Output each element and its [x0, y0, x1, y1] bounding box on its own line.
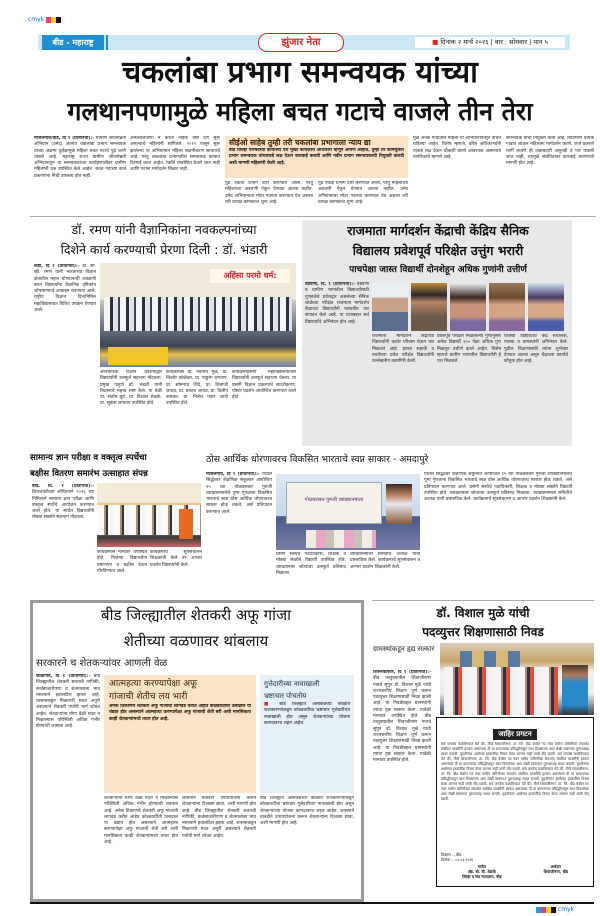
- date-line: [415, 37, 565, 48]
- lead-col-3b: पुढे एकदा प्रभाग दौरा करण्यात आला, परंतु महिलांच्या अडचणी ऐकून घेण्यात आल्या नाहीत. उमेद अभियानाचा मोठा गवगवा करण्यात येत असला तरी प्रत्यक्ष कामकाज शून्य आहे.: [318, 181, 408, 205]
- quiz-photo: [97, 483, 201, 547]
- lead-callout-box: [225, 136, 408, 178]
- dateline: माजलगाव, दि १ (प्रतिनिधी):-: [206, 472, 260, 477]
- science-col-1: [34, 264, 96, 444]
- amdapure-col-3: व्याख्यानमाला समितीचे अध्यक्ष यांनी प्रास्ताविक केले. कार्यक्रमाचे सूत्रसंचालन व आभार प्रदर्शन शिक्षकांनी केले.: [350, 552, 420, 570]
- opium-headline-1: बीड जिल्ह्यातील शेतकरी अफू गांजा: [101, 606, 291, 624]
- box1-title-2: गांजाची शेतीच लय भारी: [109, 692, 188, 702]
- banner-text: अहिंसा परमो धर्म:: [210, 269, 290, 283]
- rangoli: [108, 347, 168, 365]
- sainik-col-1: [305, 282, 369, 442]
- amdapure-headline: ठोस आर्थिक धोरणावरच विकसित भारताचे स्वप्न साकार - अमदापुरे: [206, 454, 429, 465]
- dateline: कडा, दि १ (प्रतिनिधी):-: [34, 264, 80, 269]
- notice-text: सर्व जनतेस कळविण्यात येते की, मौजे शिवाजीनगर, ता. जि. बीड येथील गट नंबर मधील जमिनीच्या संदर्भात संबंधित व्यक्तींनी हरकत असल्यास ती या प्रगटनाच्या प्रसिद्धीपासून सात दिवसांच्या आत लेखी स्वरूपात पुराव्यासह सादर करावी. मुदतीनंतर आलेल्या हरकतींचा विचार केला जाणार नाही याची नोंद घ्यावी.: [441, 767, 589, 786]
- lead-col-5: समन्वयक यांची नियुक्ती केली आहे, त्याप्रमाणे प्रत्येक गावात जाऊन महिलांना मार्गदर्शन करणे, कर्ज प्रकरणे मार्गी लावणे ही जबाबदारी असूनही ते पार पाडली जात नाही, त्यामुळे संबंधितांवर कारवाई करण्याची मागणी होत आहे.: [506, 136, 594, 167]
- article-text: डॉ. सी. व्ही. रमण यांनी भारताच्या विज्ञान क्षेत्रातील महान योगदानाची उजळणी करत विद्यार्थ्यांना वैज्ञानिक दृष्टिकोन जोपासण्याचे आवाहन करण्यात आले. राष्ट्रीय विज्ञान दिनानिमित्त महाविद्यालयात विविध उपक्रम घेण्यात आले.: [34, 264, 96, 314]
- notice-title: जाहिर प्रगटन: [493, 729, 536, 740]
- color-swatch: [551, 907, 556, 913]
- sainik-subhead: पाचपेक्षा जास्त विद्यार्थी दोनशेहून अधिक गुणांनी उत्तीर्ण: [349, 265, 527, 275]
- lead-headline-1: चकलांबा प्रभाग समन्वयक यांच्या: [122, 55, 478, 90]
- notice-text: सर्व जनतेस कळविण्यात येते की, मौजे शिवाजीनगर, ता. जि. बीड येथील गट नंबर मधील जमिनीच्या संदर्भात संबंधित व्यक्तींनी हरकत असल्यास ती या प्रगटनाच्या प्रसिद्धीपासून सात दिवसांच्या आत लेखी स्वरूपात पुराव्यासह सादर करावी. मुदतीनंतर आलेल्या हरकतींचा विचार केला जाणार नाही याची नोंद घ्यावी.: [441, 752, 589, 771]
- article-text: शासनाने तातडीने उपाययोजना करून शेतकऱ्यांना दिलासा द्यावा, अशी मागणी होत आहे.: [260, 808, 354, 827]
- public-notice: [436, 717, 594, 887]
- newspaper-logo: झुंजार नेता: [258, 33, 344, 52]
- dateline: बीड, दि. १ (प्रतिनिधी):-: [32, 484, 94, 489]
- sainik-col-4: यशस्वी विद्यार्थ्यांचे केंद्र संचालक, पालक व ग्रामस्थांनी अभिनंदन केले. पुढील शिक्षणासाठी त्यांना शुभेच्छा देण्यात आल्या असून केंद्राच्या कार्याचे कौतुक होत आहे.: [504, 334, 568, 365]
- amdapure-col-2: प्रसंगी संस्थेचे पदाधिकारी, शिक्षक व मोठ्या संख्येने विद्यार्थी उपस्थित होते. व्याख्यानास श्रोत्यांचा उत्स्फूर्त प्रतिसाद मिळाला.: [276, 552, 346, 576]
- divider: [30, 216, 596, 217]
- article-text: शेतकऱ्यांना योग्य वेळी मदत न मिळाल्यास परिस्थिती अधिक गंभीर होण्याची शक्यता आहे.: [36, 711, 100, 730]
- bullet-icon: ■: [432, 38, 441, 46]
- sainik-headline-2: विद्यालय प्रवेशपूर्व परिक्षेत उत्तुंग भरारी: [352, 243, 524, 258]
- box2-title-2: भ्रष्टाचार पोचतोय: [264, 692, 307, 700]
- amdapure-col-4: [424, 472, 572, 594]
- sainik-col-3: प्रवेशपूर्व परीक्षेत मिळालेल्या गुणांनुसार अनेक विद्यार्थी २०० पेक्षा अधिक गुण मिळवून उत्तीर्ण झाले आहेत. विशेष म्हणजे ग्रामीण भागातील विद्यार्थ्यांनी हे यश मिळवले.: [437, 334, 501, 365]
- notice-title-wrap: [441, 721, 589, 740]
- science-col-2: औपचारिक विज्ञान प्रदर्शनाद्वारे विद्यार्थ्यांनी उत्स्फूर्त सहभाग नोंदवला. प्रमुख पाहुणे डॉ. भंडारी यांनी विज्ञानाचे महत्त्व स्पष्ट केले. या वेळी प्रा. संतोष कुटे, प्रा. विशाल शेळके, प्रा. सुहास जगताप उपस्थित होते.: [100, 370, 162, 407]
- sainik-col-2: राजमाता मार्गदर्शन केंद्राच्या विद्यार्थ्यांनी कठोर परिश्रम घेऊन यश मिळवले आहे. इयत्ता सहावी व नववीच्या प्रवेश परीक्षेत विद्यार्थ्यांनी उल्लेखनीय कामगिरी केली.: [372, 334, 434, 365]
- vishal-headline-1: डॉ. विशाल मुळे यांची: [436, 606, 530, 620]
- event-banner: [286, 482, 382, 524]
- article-text: बीड तालुक्यातील शिवाजीनगर गावचे सुपुत्र डॉ. विशाल मुळे यांची राज्यस्तरीय शिक्षण पूर्ण करून पदव्युत्तर शिक्षणासाठी निवड झाली आहे. या निवडीबद्दल ग्रामस्थांनी त्यांचा हृद्य सत्कार केला. यावेळी मान्यवर उपस्थित होते.: [373, 676, 431, 720]
- article-text: प्रसंगी संस्थेचे पदाधिकारी, शिक्षक व मोठ्या संख्येने विद्यार्थी उपस्थित होते. व्याख्यानास श्रोत्यांचा उत्स्फूर्त प्रतिसाद मिळाला.: [424, 484, 572, 496]
- lead-col-2: अंमलबजावणी न करता नाहक त्रास देणे सुरू असल्याचे महिलांनी सांगितले. २०१२ पासून सुरू झालेल्या या अभियानात महिला सक्षमीकरण साधायचे आहे, परंतु चकलांबा प्रभागातील समन्वयक कामात दिरंगाई करत आहेत. रेकॉर्ड व्यवस्थित ठेवले जात नाही आणि गटांना मार्गदर्शन मिळत नाही.: [130, 136, 220, 173]
- dignitaries: [306, 530, 376, 548]
- science-headline-2: दिशेने कार्य करण्याची प्रेरणा दिली : डॉ. भंडारी: [60, 242, 268, 257]
- signature-left: मार्फत ॲड. बी. बी. शेळके जिल्हा व सत्र न्यायालय, बीड: [462, 864, 502, 879]
- article-text: बीड जिल्ह्यात अलीकडच्या काळात राजकारण्यांकडून कोट्यवधींचा भ्रष्टाचार गुत्तेदारीच्या नावाखाली होत असून शेतकऱ्यांच्या योजना कागदावरच राहत आहेत.: [260, 796, 354, 814]
- notice-text: सर्व जनतेस कळविण्यात येते की, मौजे शिवाजीनगर, ता. जि. बीड येथील गट नंबर मधील जमिनीच्या संदर्भात संबंधित व्यक्तींनी हरकत असल्यास ती या प्रगटनाच्या प्रसिद्धीपासून सात दिवसांच्या आत लेखी स्वरूपात पुराव्यासह सादर करावी. मुदतीनंतर आलेल्या हरकतींचा विचार केला जाणार नाही याची नोंद घ्यावी.: [441, 742, 589, 756]
- amdapure-col-1: [206, 472, 272, 594]
- quiz-headline-2: बक्षीस वितरण समारंभ उत्साहात संपन्न: [30, 469, 148, 479]
- box2-title-1: गुत्तेदारीच्या नावाखाली: [264, 680, 320, 688]
- science-photo: [100, 263, 296, 367]
- amdapure-photo: [276, 474, 420, 550]
- student-photo: [411, 283, 447, 331]
- group-of-people: [104, 297, 292, 331]
- section-divider: [106, 35, 108, 50]
- box1-text: अनेक ठिकाणचे शेतकरी अफू गांजाची लागवड करीत आहेत कोट्यवधींची उलाढाल या धंद्यात होत असल्याने आत्महत्या करण्यापेक्षा अफू गांजाची शेती बरी अशी मानसिकता काही शेतकऱ्यांमध्ये तयार होत आहे.: [109, 704, 251, 722]
- signature-right: अर्जदार शिवाजीनगर, बीड: [543, 864, 568, 874]
- opium-sidebar-box-1: [104, 675, 256, 793]
- cmyk-marker: [28, 16, 61, 23]
- box2-text: [264, 702, 350, 788]
- vishal-col-1: [373, 670, 431, 888]
- group-of-people: [444, 667, 558, 715]
- lead-col-4: मुळे अनेक गावांतील महिला या अभियानापासून वंचित राहिल्या आहेत. विशेष म्हणजे, वरिष्ठ अधिकाऱ्यांनी याकडे लक्ष देऊन चौकशी करणे आवश्यक असल्याचे नागरिकांचे म्हणणे आहे.: [413, 136, 501, 160]
- vishal-subhead: ग्रामस्थांकडून हृद्य सत्कार: [373, 645, 435, 653]
- notice-signatures: [441, 864, 589, 879]
- lead-headline-2: गलथानपणामुळे महिला बचत गटाचे वाजले तीन तेरा: [67, 97, 533, 126]
- callout-text: बीड जिल्हा परिषदेच्या कार्यालय येथे मुख्य कार्यकारी अधिकारी म्हणून आपण आहात, तुम्ही तर कामचुकार प्रभाग समन्वयक यांच्याकडे लक्ष देऊन कारवाई करावी आणि नवीन प्रभाग समन्वयकाची नियुक्ती करावी अशी मागणी महिलांनी केली आहे.: [229, 148, 404, 166]
- article-text: बीड जिल्ह्यातील शेतकरी सततची नापिकी, कर्जबाजारीपणा व शेतमालाला भाव नसल्याने हवालदिल झाला आहे. शासनाकडून मिळणारी मदत अपुरी असल्याने शेतकरी पर्यायी मार्ग शोधत आहेत.: [36, 674, 100, 717]
- student-photo: [489, 283, 525, 331]
- notice-place: ठिकाण :- बीड: [441, 852, 462, 857]
- article-text: येथील सिद्धेश्वर शैक्षणिक संकुलात आयोजित १५ व्या गोळवलकर गुरुजी व्याख्यानमालेचे पुष्प गुंफताना विकसित भारताचे स्वप्न ठोस आर्थिक धोरणावरच साकार होऊ शकते, असे प्रतिपादन करण्यात आले.: [424, 472, 572, 490]
- article-text: बीड जिल्ह्यात अलीकडच्या काळात राजकारण्यांकडून कोट्यवधींचा भ्रष्टाचार गुत्तेदारीच्या नावाखाली होत असून शेतकऱ्यांच्या योजना कागदावरच राहत आहेत.: [264, 702, 350, 726]
- quiz-col-2: कार्यक्रमास मान्यवर उपस्थित होते. विजेत्या विद्यार्थ्यांना प्रमाणपत्र व बक्षीस देऊन गौरविण्यात आले.: [97, 550, 147, 574]
- opium-col-3: [182, 796, 256, 890]
- speaker: [386, 484, 412, 524]
- student-photo: [450, 283, 486, 331]
- cmyk-label: cmyk: [557, 906, 575, 913]
- dateline: माजलगाव/बीड, दि १ (प्रतिनिधी):-: [34, 136, 95, 141]
- article-text: बीड जिल्ह्यातील शेतकरी सततची नापिकी, कर्जबाजारीपणा व शेतमालाला भाव नसल्याने हवालदिल झाला आहे. शासनाकडून मिळणारी मदत अपुरी असल्याने शेतकरी पर्यायी मार्ग शोधत आहेत.: [182, 808, 256, 839]
- bottom-rule: [30, 902, 594, 904]
- dateline: शिरूरकासार, दि १ (प्रतिनिधी):-: [373, 670, 431, 675]
- bullet-icon: ■: [264, 702, 280, 707]
- opium-col-1: [36, 674, 100, 889]
- notice-text: सर्व जनतेस कळविण्यात येते की, मौजे शिवाजीनगर, ता. जि. बीड येथील गट नंबर मधील जमिनीच्या संदर्भात संबंधित व्यक्तींनी हरकत असल्यास ती या प्रगटनाच्या प्रसिद्धीपासून सात दिवसांच्या आत लेखी स्वरूपात पुराव्यासह सादर करावी. मुदतीनंतर आलेल्या हरकतींचा विचार केला जाणार नाही याची नोंद घ्यावी.: [441, 782, 589, 801]
- article-text: शासनाने तातडीने उपाययोजना करून शेतकऱ्यांना दिलासा द्यावा, अशी मागणी होत आहे.: [182, 796, 256, 814]
- callout-title: सीईओ साहेब तुम्ही तरी चकलांबा प्रभागाला न्याय द्या: [229, 138, 371, 147]
- date-text: दिनांक २ मार्च २०२६ | वार : सोमवार | पान ५: [440, 38, 548, 46]
- dateline: कोळगाव, दि १ (प्रतिनिधी):-: [36, 674, 91, 679]
- lead-col-1: [34, 136, 126, 211]
- section-label: बीड - महाराष्ट्र: [42, 35, 104, 50]
- felicitation-photo: [440, 643, 594, 715]
- article-text: व्याख्यानमाला समितीचे अध्यक्ष यांनी प्रास्ताविक केले. कार्यक्रमाचे सूत्रसंचालन व आभार प्रदर्शन शिक्षकांनी केले.: [424, 490, 572, 503]
- box1-title-1: आत्महत्या करण्यापेक्षा अफू: [109, 679, 197, 689]
- cmyk-label: cmyk: [28, 16, 45, 23]
- student-photo: [372, 283, 408, 331]
- saffron-scarf: [179, 509, 193, 539]
- color-swatch: [56, 17, 61, 23]
- lead-col-3a: पुढे एकदा प्रभाग दौरा करण्यात आला, परंतु महिलांच्या अडचणी ऐकून घेण्यात आल्या नाहीत. उमेद अभियानाचा मोठा गवगवा करण्यात येत असला तरी प्रत्यक्ष कामकाज शून्य आहे.: [225, 181, 313, 205]
- cmyk-marker-bottom: [536, 906, 574, 913]
- article-text: अनेक ठिकाणचे शेतकरी अफू गांजाची लागवड करीत आहेत कोट्यवधींची उलाढाल या धंद्यात होत असल्याने आत्महत्या करण्यापेक्षा अफू गांजाची शेती बरी अशी मानसिकता काही शेतकऱ्यांमध्ये तयार होत आहे.: [104, 808, 178, 846]
- opium-sidebar-box-2: [260, 675, 354, 793]
- article-text: शेतकऱ्यांना योग्य वेळी मदत न मिळाल्यास परिस्थिती अधिक गंभीर होण्याची शक्यता आहे.: [104, 796, 178, 814]
- notice-date: दिनांक :- ०२.०३.२०२६: [441, 857, 474, 862]
- opium-col-2: [104, 796, 178, 890]
- article-text: शिवजयंतीच्या औचित्याने २०२६ च्या निमित्ताने सामान्य ज्ञान परीक्षा आणि वक्तृत्व स्पर्धेचे आयोजन करण्यात आले होते. या स्पर्धेत विद्यार्थ्यांनी मोठ्या संख्येने सहभाग नोंदवला.: [32, 490, 94, 521]
- article-text: वडवणी व ग्रामीण भागातील विद्यार्थ्यांसाठी गुणवत्तेचे प्रवेशद्वार असलेल्या सैनिक शाळेच्या परीक्षेत राजमाता मार्गदर्शन केंद्राच्या विद्यार्थ्यांनी घवघवीत यश संपादन केले आहे. या यशाबद्दल सर्व विद्यार्थ्यांचे अभिनंदन होत आहे.: [305, 282, 369, 325]
- article-text: येथील सिद्धेश्वर शैक्षणिक संकुलात आयोजित १५ व्या गोळवलकर गुरुजी व्याख्यानमालेचे पुष्प गुंफताना विकसित भारताचे स्वप्न ठोस आर्थिक धोरणावरच साकार होऊ शकते, असे प्रतिपादन करण्यात आले.: [206, 472, 272, 515]
- quiz-col-3: कार्यक्रमाचे सूत्रसंचालन शिक्षकांनी केले तर आभार प्रदर्शन विद्यार्थ्यांनी केले.: [150, 550, 202, 568]
- dateline: वडवणी, दि. १ (प्रतिनिधी):-: [305, 282, 355, 287]
- quiz-headline-1: सामान्य ज्ञान परीक्षा व वक्तृत्व स्पर्धेचा: [30, 453, 147, 463]
- banner-text: गोळवलकर गुरुजी व्याख्यानमाला: [304, 497, 364, 503]
- sainik-headline-1: राजमाता मार्गदर्शन केंद्राची केंद्रिय सैनिक: [347, 223, 529, 238]
- quiz-col-1: [32, 484, 94, 594]
- divider: [372, 600, 594, 601]
- student-photo: [528, 283, 564, 331]
- article-text: ग्रामीण जीवनोन्नती अभियान (उमेद) अंतर्गत चकलांबा प्रभाग समन्वयक यांच्या अक्षम्य दुर्लक्षामुळे महिला बचत गटाचे पुढे जाणे थांबले आहे. महाराष्ट्र राज्य ग्रामीण जीवनोन्नती अभियानातून या समन्वयकांच्या कार्यप्रणालीवर ग्रामीण महिलांनी प्रश्न उपस्थित केले आहेत. बचत गटाच्या कर्ज प्रकरणांना निधी उपलब्ध होत नाही.: [34, 136, 126, 179]
- opium-col-4: [260, 796, 354, 890]
- science-col-3: कार्यक्रमास प्रा. नवनाथ मुळे, प्रा. किशोर कोळेकर, प्रा. पांडुरंग जगताप, प्रा. सोमनाथ शिंदे, प्रा. शिवाजी जाधव, प्रा. प्रकाश जाधव, प्रा. दिलीप वायकर, प्रा. निलेश पवार आदी उपस्थित होते.: [166, 370, 228, 407]
- opium-subhead: सरकारने च शेतकऱ्यांवर आणली वेळ: [36, 658, 168, 669]
- opium-headline-2: शेतीच्या वळणावर थांबलाय: [123, 632, 269, 650]
- article-text: बीड तालुक्यातील शिवाजीनगर गावचे सुपुत्र डॉ. विशाल मुळे यांची राज्यस्तरीय शिक्षण पूर्ण करून पदव्युत्तर शिक्षणासाठी निवड झाली आहे. या निवडीबद्दल ग्रामस्थांनी त्यांचा हृद्य सत्कार केला. यावेळी मान्यवर उपस्थित होते.: [373, 714, 431, 764]
- science-headline-1: डॉ. रमण यांनी वैज्ञानिकांना नवकल्पनांच्या: [71, 222, 257, 237]
- vishal-headline-2: पदव्युत्तर शिक्षणासाठी निवड: [422, 625, 544, 639]
- man-in-blue-shirt: [562, 665, 588, 715]
- science-col-4: कार्यक्रमाप्रसंगी महाविद्यालयातील विद्यार्थ्यांनी उत्स्फूर्त सहभाग घेतला. या प्रसंगी विज्ञान प्रकल्पांचे सादरीकरण, पोस्टर प्रदर्शन आयोजित करण्यात आले होते.: [232, 370, 296, 401]
- notice-body: [441, 742, 589, 852]
